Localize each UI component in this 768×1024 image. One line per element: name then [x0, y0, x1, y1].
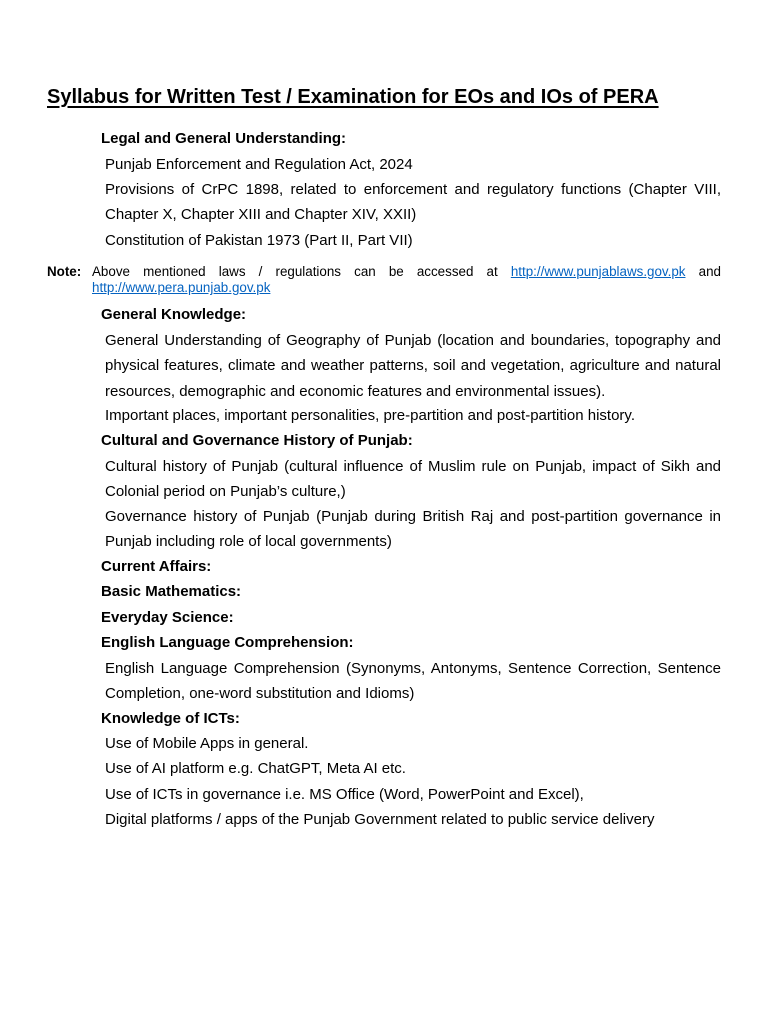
list-item-digital-platforms: Digital platforms / apps of the Punjab Government related to public service delivery — [105, 811, 655, 828]
list-item-geography: General Understanding of Geography of Punjab (location and boundaries, topography and physical features, climate and weather patterns, soil and vegetation, agriculture and natural resources, demographic and economic features and environmental issues). — [105, 332, 721, 400]
list-item-english: English Language Comprehension (Synonyms, Antonyms, Sentence Correction, Sentence Completion, one-word substitution and Idioms) — [105, 660, 721, 703]
list-item-governance-history: Governance history of Punjab (Punjab during British Raj and post-partition governance in Punjab including role of local governments) — [105, 508, 721, 551]
list-item-constitution: Constitution of Pakistan 1973 (Part II, Part VII) — [105, 232, 413, 249]
list-item-places-history: Important places, important personalities, pre-partition and post-partition history. — [105, 407, 635, 424]
list-item-mobile-apps: Use of Mobile Apps in general. — [105, 735, 309, 752]
note-block — [47, 264, 721, 296]
section-heading-english: English Language Comprehension: — [101, 634, 354, 651]
page-title: Syllabus for Written Test / Examination for EOs and IOs of PERA — [47, 86, 659, 108]
punjablaws-link[interactable]: http://www.punjablaws.gov.pk — [510, 264, 686, 279]
section-heading-icts: Knowledge of ICTs: — [101, 710, 240, 727]
note-body — [92, 264, 721, 296]
section-heading-basic-math: Basic Mathematics: — [101, 583, 242, 600]
note-and: and — [698, 264, 721, 279]
section-heading-general-knowledge: General Knowledge: — [101, 306, 247, 323]
list-item-ms-office: Use of ICTs in governance i.e. MS Office (Word, PowerPoint and Excel), — [105, 786, 584, 803]
note-label: Note: — [47, 264, 82, 279]
list-item-ai-platform: Use of AI platform e.g. ChatGPT, Meta AI etc. — [105, 760, 406, 777]
section-heading-everyday-science: Everyday Science: — [101, 609, 234, 626]
section-heading-current-affairs: Current Affairs: — [101, 558, 212, 575]
list-item-cultural-history: Cultural history of Punjab (cultural influence of Muslim rule on Punjab, impact of Sikh and Colonial period on Punjab’s culture,) — [105, 458, 721, 501]
list-item-pera-act: Punjab Enforcement and Regulation Act, 2024 — [105, 156, 413, 173]
pera-link[interactable]: http://www.pera.punjab.gov.pk — [92, 280, 271, 295]
note-text: Above mentioned laws / regulations can be accessed at — [92, 264, 498, 279]
section-heading-legal: Legal and General Understanding: — [101, 130, 347, 147]
list-item-crpc: Provisions of CrPC 1898, related to enforcement and regulatory functions (Chapter VIII, Chapter X, Chapter XIII and Chapter XIV, XXII) — [105, 181, 721, 224]
section-heading-cultural-history: Cultural and Governance History of Punjab: — [101, 432, 413, 449]
